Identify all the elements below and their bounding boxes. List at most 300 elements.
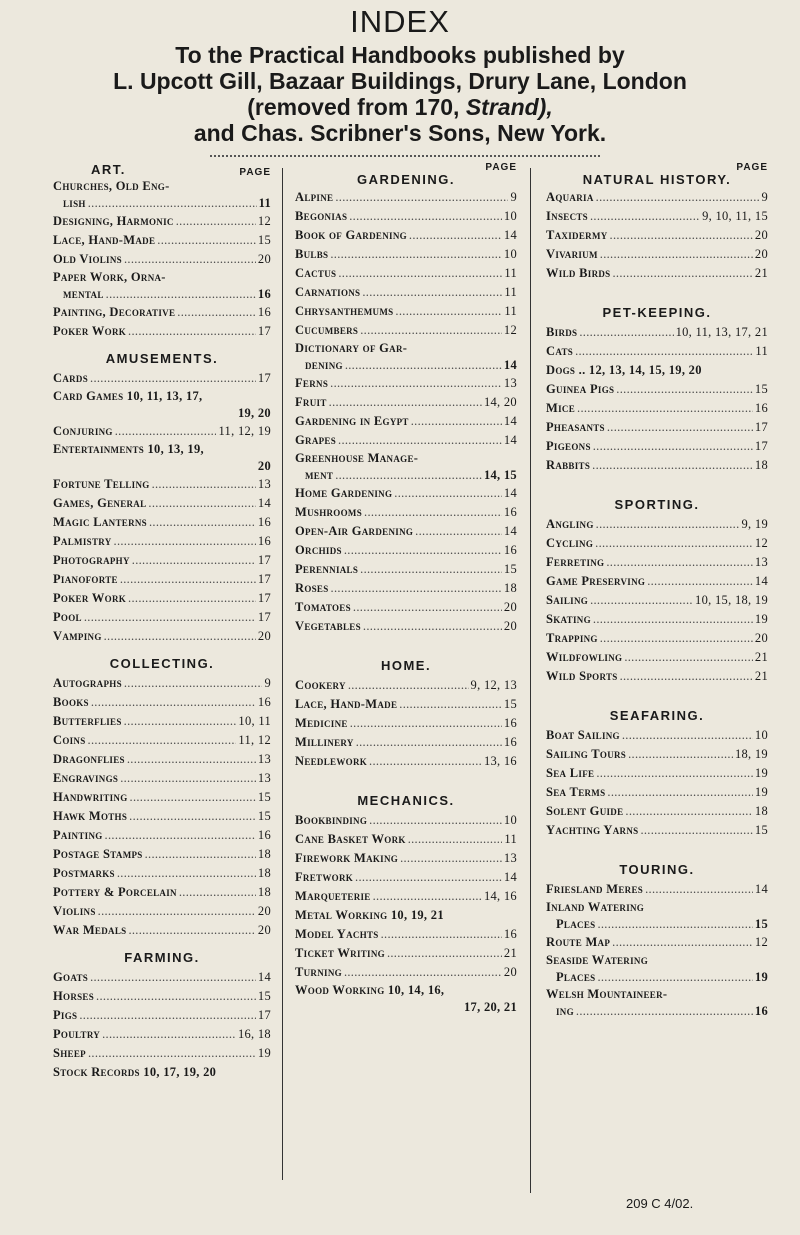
section-title-farming: FARMING. — [124, 950, 200, 965]
entry-page: 21 — [754, 266, 768, 280]
entry-page: 20 — [257, 459, 271, 473]
entry-page: 16 — [257, 515, 271, 529]
entry-name: Designing, Harmonic — [53, 214, 174, 228]
index-entry — [53, 826, 271, 845]
entry-page: 14 — [503, 486, 517, 500]
entry-page: 14 — [503, 414, 517, 428]
entry-name: Wildfowling — [546, 650, 623, 664]
index-entry — [295, 868, 517, 887]
index-entry — [53, 750, 271, 769]
page-header-label: PAGE — [485, 162, 517, 173]
entry-name: Wild Sports — [546, 669, 618, 683]
entry-page: 14 — [503, 524, 517, 538]
index-entry — [53, 551, 271, 570]
list-farming — [53, 968, 271, 1082]
entry-name: Mice — [546, 401, 576, 415]
entry-name: Cane Basket Work — [295, 832, 406, 846]
entry-name: Route Map — [546, 935, 611, 949]
entry-name-cont: Places — [556, 970, 596, 984]
entry-name: Boat Sailing — [546, 728, 620, 742]
index-entry — [546, 207, 768, 226]
entry-name: Games, General — [53, 496, 147, 510]
entry-name: Tomatoes — [295, 600, 351, 614]
index-entry — [295, 450, 517, 484]
entry-name: Guinea Pigs — [546, 382, 615, 396]
entry-page: 14 — [754, 574, 768, 588]
list-collecting — [53, 674, 271, 940]
entry-name: Dogs .. 12, 13, 14, 15, 19, 20 — [546, 363, 702, 377]
entry-name: Paper Work, Orna- — [53, 270, 166, 284]
entry-page: 15 — [503, 697, 517, 711]
entry-page: 15 — [503, 562, 517, 576]
entry-name: Vegetables — [295, 619, 361, 633]
index-entry — [295, 340, 517, 374]
entry-page: 19 — [754, 785, 768, 799]
list-mechanics — [295, 811, 517, 1016]
entry-page: 13 — [257, 477, 271, 491]
header-line-3b: Strand), — [465, 94, 553, 120]
entry-page: 20 — [503, 600, 517, 614]
entry-page: 15 — [257, 809, 271, 823]
entry-page: 16, 18 — [237, 1027, 271, 1041]
index-entry — [546, 933, 768, 952]
index-entry — [546, 534, 768, 553]
entry-page: 16 — [503, 735, 517, 749]
entry-page: 11 — [504, 266, 517, 280]
dotted-rule — [210, 155, 600, 157]
entry-page: 16 — [503, 927, 517, 941]
index-entry — [295, 522, 517, 541]
entry-name: Magic Lanterns — [53, 515, 147, 529]
entry-page: 17 — [257, 591, 271, 605]
index-entry — [295, 849, 517, 868]
index-entry — [546, 323, 768, 342]
entry-page: 11 — [258, 196, 271, 210]
entry-page: 13 — [754, 555, 768, 569]
entry-name: Conjuring — [53, 424, 113, 438]
entry-page: 14, 16 — [483, 889, 517, 903]
index-entry — [53, 608, 271, 627]
entry-page: 10, 11 — [238, 714, 271, 728]
entry-name: Painting, Decorative — [53, 305, 176, 319]
entry-page: 16 — [754, 401, 768, 415]
entry-page: 14 — [503, 358, 517, 372]
entry-name: Horses — [53, 989, 95, 1003]
index-entry — [546, 418, 768, 437]
index-entry — [53, 674, 271, 693]
index-entry — [53, 231, 271, 250]
entry-name: Engravings — [53, 771, 119, 785]
index-entry — [53, 388, 271, 422]
header-line-1: To the Practical Handbooks published by — [175, 42, 625, 68]
entry-page: 15 — [754, 382, 768, 396]
entry-name: Postmarks — [53, 866, 115, 880]
entry-page: 19, 20 — [237, 406, 271, 420]
entry-name: Friesland Meres — [546, 882, 644, 896]
entry-page: 14 — [503, 870, 517, 884]
entry-name: Card Games 10, 11, 13, 17, — [53, 389, 203, 403]
footer-code: 209 C 4/02. — [626, 1196, 694, 1211]
index-entry — [295, 226, 517, 245]
index-entry — [53, 475, 271, 494]
list-touring — [546, 880, 768, 1020]
index-entry — [295, 695, 517, 714]
entry-page: 14, 15 — [483, 468, 517, 482]
entry-name-cont: Places — [556, 917, 596, 931]
entry-page: 17 — [754, 439, 768, 453]
entry-name: Insects — [546, 209, 588, 223]
entry-name: Cards — [53, 371, 89, 385]
entry-page: 21 — [754, 650, 768, 664]
entry-name: Cookery — [295, 678, 346, 692]
entry-page: 19 — [257, 1046, 271, 1060]
index-entry — [53, 788, 271, 807]
index-entry — [295, 617, 517, 636]
entry-name: Solent Guide — [546, 804, 624, 818]
index-entry — [295, 393, 517, 412]
section-title-home: HOME. — [380, 658, 432, 673]
entry-name: Trapping — [546, 631, 598, 645]
entry-name: Coins — [53, 733, 86, 747]
index-entry — [53, 987, 271, 1006]
entry-name: Entertainments 10, 13, 19, — [53, 442, 204, 456]
section-title-mechanics: MECHANICS. — [357, 793, 455, 808]
entry-name: Birds — [546, 325, 578, 339]
entry-name: Old Violins — [53, 252, 122, 266]
entry-name: Dictionary of Gar- — [295, 341, 408, 355]
entry-name: Begonias — [295, 209, 348, 223]
index-entry — [53, 693, 271, 712]
section-title-amusements: AMUSEMENTS. — [105, 351, 219, 366]
entry-name: Sailing — [546, 593, 589, 607]
entry-page: 16 — [754, 1004, 768, 1018]
entry-page: 16 — [257, 695, 271, 709]
entry-page: 20 — [754, 247, 768, 261]
entry-page: 17 — [257, 324, 271, 338]
index-entry — [295, 579, 517, 598]
index-entry — [546, 515, 768, 534]
entry-page: 10 — [503, 813, 517, 827]
entry-name: Home Gardening — [295, 486, 393, 500]
entry-name: Turning — [295, 965, 342, 979]
list-pet-keeping — [546, 323, 768, 475]
entry-page: 10 — [503, 209, 517, 223]
index-entry — [295, 830, 517, 849]
entry-page: 13 — [257, 752, 271, 766]
entry-page: 12 — [503, 323, 517, 337]
entry-name: Grapes — [295, 433, 337, 447]
entry-name: Sheep — [53, 1046, 86, 1060]
index-entry — [53, 807, 271, 826]
entry-name-cont: lish — [63, 196, 86, 210]
entry-name: Ticket Writing — [295, 946, 385, 960]
index-entry — [546, 399, 768, 418]
entry-page: 14 — [257, 970, 271, 984]
list-natural-history — [546, 188, 768, 283]
list-gardening — [295, 188, 517, 636]
index-entry — [53, 627, 271, 646]
index-entry — [295, 541, 517, 560]
entry-page: 14 — [503, 228, 517, 242]
entry-page: 17 — [257, 553, 271, 567]
entry-name: Lace, Hand-Made — [53, 233, 156, 247]
entry-name: Angling — [546, 517, 594, 531]
index-entry — [295, 503, 517, 522]
index-entry — [53, 322, 271, 341]
entry-name: Handwriting — [53, 790, 128, 804]
entry-name: Ferreting — [546, 555, 605, 569]
entry-page: 18 — [257, 847, 271, 861]
entry-name: Taxidermy — [546, 228, 608, 242]
entry-name: Wood Working 10, 14, 16, — [295, 983, 445, 997]
entry-page: 11 — [755, 344, 768, 358]
entry-name: Pool — [53, 610, 82, 624]
entry-page: 18 — [257, 885, 271, 899]
index-entry — [53, 921, 271, 940]
entry-page: 18 — [754, 804, 768, 818]
index-title: INDEX — [350, 4, 450, 39]
index-column-1 — [53, 162, 271, 1082]
index-entry — [295, 245, 517, 264]
index-entry — [546, 572, 768, 591]
entry-page: 16 — [257, 305, 271, 319]
entry-page: 16 — [503, 716, 517, 730]
index-entry — [546, 226, 768, 245]
page-header-label: PAGE — [736, 162, 768, 173]
index-entry — [546, 821, 768, 840]
entry-name-cont: dening — [305, 358, 343, 372]
index-entry — [53, 902, 271, 921]
page-header-label: PAGE — [239, 167, 271, 178]
index-entry — [53, 1006, 271, 1025]
index-entry — [295, 887, 517, 906]
entry-page: 14 — [754, 882, 768, 896]
index-entry — [546, 437, 768, 456]
entry-page: 9 — [264, 676, 271, 690]
entry-name: Greenhouse Manage- — [295, 451, 419, 465]
index-entry — [295, 733, 517, 752]
entry-name: Fruit — [295, 395, 327, 409]
entry-name: Rabbits — [546, 458, 591, 472]
entry-name: Hawk Moths — [53, 809, 128, 823]
entry-name: Pigeons — [546, 439, 591, 453]
entry-name: Inland Watering — [546, 900, 645, 914]
entry-name: Mushrooms — [295, 505, 363, 519]
entry-page: 10 — [754, 728, 768, 742]
entry-page: 13 — [503, 851, 517, 865]
entry-name: Marqueterie — [295, 889, 371, 903]
entry-name: Model Yachts — [295, 927, 379, 941]
entry-name: Perennials — [295, 562, 359, 576]
entry-name: Cycling — [546, 536, 594, 550]
entry-name: Pheasants — [546, 420, 605, 434]
entry-name: Poultry — [53, 1027, 101, 1041]
index-entry — [53, 845, 271, 864]
entry-page: 20 — [257, 252, 271, 266]
index-entry — [53, 250, 271, 269]
index-entry — [53, 864, 271, 883]
entry-page: 12 — [754, 536, 768, 550]
index-entry — [295, 207, 517, 226]
index-entry — [53, 1063, 271, 1082]
entry-name-cont: mental — [63, 287, 104, 301]
index-entry — [546, 380, 768, 399]
index-entry — [295, 431, 517, 450]
section-title-sporting: SPORTING. — [614, 497, 700, 512]
index-entry — [295, 982, 517, 1016]
index-entry — [53, 269, 271, 303]
entry-name: Photography — [53, 553, 130, 567]
index-column-2 — [295, 162, 517, 1016]
entry-name: Orchids — [295, 543, 342, 557]
index-entry — [53, 769, 271, 788]
entry-name-cont: ing — [556, 1004, 574, 1018]
entry-name: Chrysanthemums — [295, 304, 394, 318]
index-entry — [546, 188, 768, 207]
header-line-3a: (removed from 170, — [247, 94, 466, 120]
entry-page: 9 — [761, 190, 768, 204]
entry-name: Fortune Telling — [53, 477, 150, 491]
entry-name: Fretwork — [295, 870, 354, 884]
index-entry — [295, 302, 517, 321]
entry-name: Lace, Hand-Made — [295, 697, 398, 711]
entry-name: Wild Birds — [546, 266, 611, 280]
entry-name: Bookbinding — [295, 813, 368, 827]
index-entry — [546, 783, 768, 802]
index-entry — [546, 986, 768, 1020]
index-entry — [53, 968, 271, 987]
header-line-3 — [20, 94, 780, 120]
index-entry — [546, 726, 768, 745]
index-entry — [295, 598, 517, 617]
index-entry — [546, 610, 768, 629]
entry-page: 16 — [503, 543, 517, 557]
entry-name: Medicine — [295, 716, 348, 730]
index-entry — [295, 925, 517, 944]
entry-page: 9, 19 — [741, 517, 768, 531]
index-entry — [295, 321, 517, 340]
index-entry — [546, 591, 768, 610]
entry-name: Sailing Tours — [546, 747, 627, 761]
entry-name: War Medals — [53, 923, 127, 937]
index-entry — [546, 802, 768, 821]
entry-name: Goats — [53, 970, 89, 984]
index-entry — [546, 264, 768, 283]
entry-name: Dragonflies — [53, 752, 125, 766]
index-entry — [53, 441, 271, 475]
index-entry — [295, 906, 517, 925]
section-title-pet-keeping: PET-KEEPING. — [602, 305, 712, 320]
section-title-touring: TOURING. — [619, 862, 695, 877]
section-title-art: ART. — [91, 162, 126, 177]
entry-page: 10 — [503, 247, 517, 261]
entry-page: 20 — [754, 228, 768, 242]
entry-page: 21 — [503, 946, 517, 960]
entry-page: 18 — [754, 458, 768, 472]
entry-name: Skating — [546, 612, 591, 626]
entry-page: 20 — [257, 904, 271, 918]
index-entry — [53, 1025, 271, 1044]
index-entry — [295, 714, 517, 733]
index-entry — [295, 944, 517, 963]
index-entry — [546, 456, 768, 475]
entry-name: Seaside Watering — [546, 953, 649, 967]
entry-name: Pianoforte — [53, 572, 118, 586]
entry-page: 20 — [503, 619, 517, 633]
entry-page: 16 — [257, 534, 271, 548]
entry-name: Book of Gardening — [295, 228, 407, 242]
entry-page: 16 — [257, 828, 271, 842]
index-entry — [53, 369, 271, 388]
section-title-collecting: COLLECTING. — [109, 656, 215, 671]
entry-page: 16 — [257, 287, 271, 301]
entry-page: 17 — [257, 610, 271, 624]
entry-page: 17, 20, 21 — [464, 1000, 517, 1014]
entry-page: 19 — [754, 766, 768, 780]
header-line-2: L. Upcott Gill, Bazaar Buildings, Drury Lane, London — [113, 68, 687, 94]
entry-name: Game Preserving — [546, 574, 646, 588]
list-seafaring — [546, 726, 768, 840]
entry-page: 11, 12, 19 — [218, 424, 271, 438]
entry-name: Books — [53, 695, 89, 709]
index-entry — [53, 712, 271, 731]
index-entry — [546, 745, 768, 764]
index-entry — [295, 963, 517, 982]
header-line-4: and Chas. Scribner's Sons, New York. — [193, 120, 607, 146]
index-entry — [295, 283, 517, 302]
entry-page: 20 — [503, 965, 517, 979]
index-entry — [53, 589, 271, 608]
entry-page: 11, 12 — [238, 733, 271, 747]
entry-name: Palmistry — [53, 534, 112, 548]
entry-name: Poker Work — [53, 324, 127, 338]
entry-page: 14 — [257, 496, 271, 510]
entry-page: 10, 11, 13, 17, 21 — [675, 325, 768, 339]
index-entry — [546, 764, 768, 783]
publisher-header — [20, 42, 780, 146]
index-entry — [53, 513, 271, 532]
entry-name: Violins — [53, 904, 96, 918]
index-entry — [295, 188, 517, 207]
entry-page: 15 — [754, 823, 768, 837]
entry-name: Pottery & Porcelain — [53, 885, 177, 899]
entry-page: 9, 10, 11, 15 — [702, 209, 768, 223]
column-divider-2 — [530, 168, 531, 1193]
index-entry — [295, 560, 517, 579]
index-entry — [295, 264, 517, 283]
index-entry — [53, 212, 271, 231]
index-entry — [53, 178, 271, 212]
entry-page: 9, 12, 13 — [470, 678, 517, 692]
entry-name: Vamping — [53, 629, 102, 643]
list-art — [53, 178, 271, 341]
entry-page: 20 — [754, 631, 768, 645]
entry-page: 12 — [257, 214, 271, 228]
entry-name: Open-Air Gardening — [295, 524, 414, 538]
entry-name: Vivarium — [546, 247, 598, 261]
entry-name: Metal Working 10, 19, 21 — [295, 908, 444, 922]
entry-name: Painting — [53, 828, 103, 842]
entry-page: 21 — [754, 669, 768, 683]
index-entry — [53, 731, 271, 750]
entry-page: 15 — [257, 790, 271, 804]
entry-page: 11 — [504, 304, 517, 318]
entry-name-cont: ment — [305, 468, 334, 482]
index-entry — [546, 952, 768, 986]
entry-page: 14 — [503, 433, 517, 447]
entry-page: 13 — [503, 376, 517, 390]
entry-page: 20 — [257, 629, 271, 643]
